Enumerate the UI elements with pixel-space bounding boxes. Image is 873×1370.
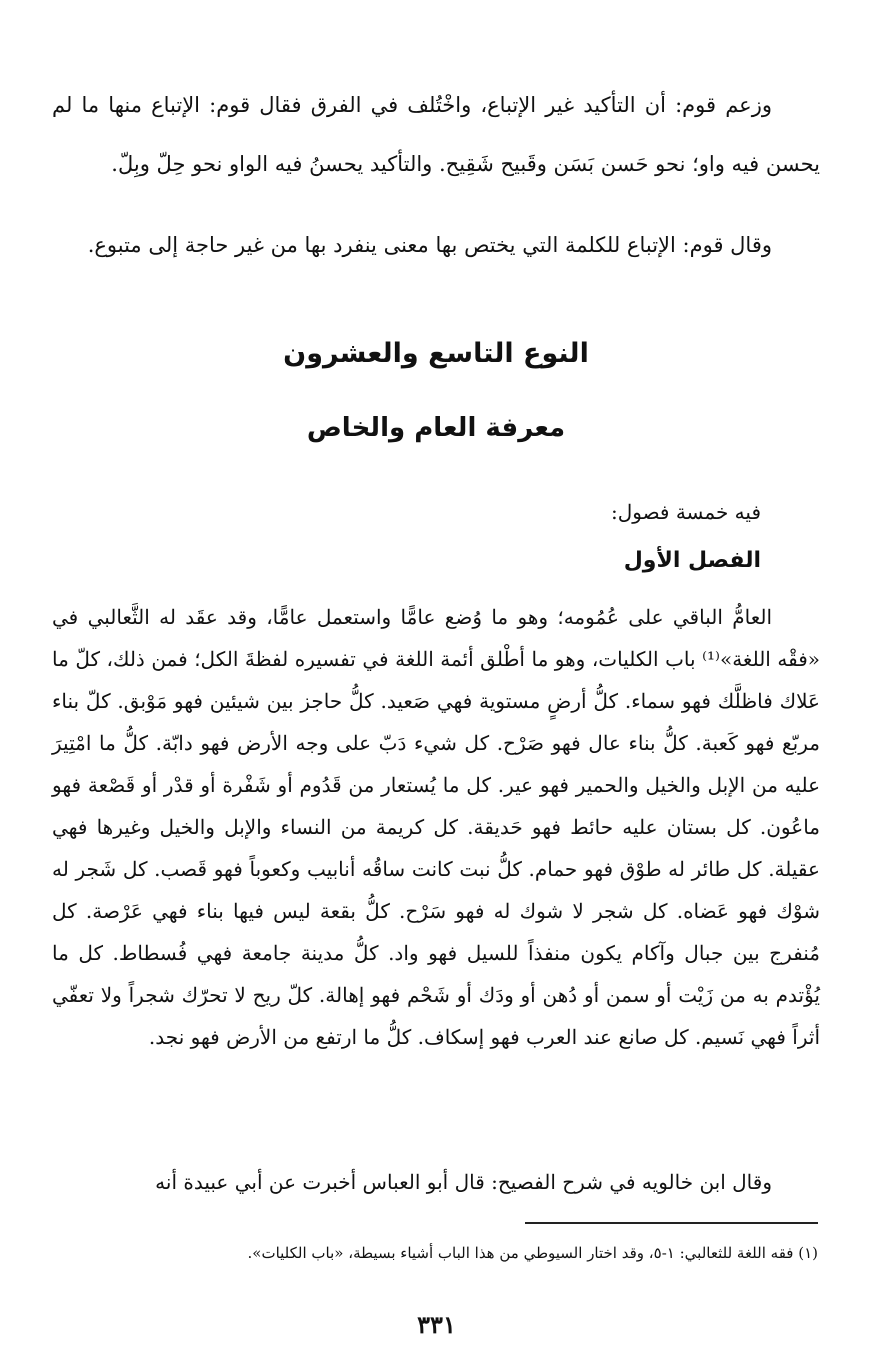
paragraph-tawkid-itba: وزعم قوم: أن التأكيد غير الإتباع، واخْتُلف في الفرق فقال قوم: الإتباع منها ما لم يحسن فيه واو؛ نحو حَسن بَسَن وقَبيح شَقِيح. والتأكيد يحسنُ فيه الواو نحو حِلّ وبِلّ. bbox=[52, 93, 820, 176]
chapter-topic-title: معرفة العام والخاص bbox=[306, 413, 566, 443]
paragraph-general-kulliyat: العامُّ الباقي على عُمُومه؛ وهو ما وُضع عامًّا واستعمل عامًّا، وقد عقَد له الثَّعالبي في «فقْه اللغة»⁽¹⁾ باب الكليات، وهو ما أطْلق أئمة اللغة في تفسيره لفظةَ الكل؛ فمن ذلك، كلّ ما عَلاك فاظلَّك فهو سماء. كلُّ أرضٍ مستوية فهي صَعيد. كلُّ حاجز بين شيئين فهو مَوْبق. كلّ بناء مربّع فهو كَعبة. كلُّ بناء عال فهو صَرْح. كل شيء دَبّ على وجه الأرض فهو دابّة. كلُّ ما امْتِيرَ عليه من الإبل والخيل والحمير فهو عير. كل ما يُستعار من قَدُوم أو شَفْرة أو قدْر أو قَصْعة فهو ماعُون. كل بستان عليه حائط فهو حَديقة. كل كريمة من النساء والإبل والخيل وغيرها فهي عقيلة. كل طائر له طوْق فهو حمام. كلُّ نبت كانت ساقُه أنابيب وكعوباً فهو قَصب. كل شَجر له شوْك فهو عَضاه. كل شجر لا شوك له فهو سَرْح. كلُّ بقعة ليس فيها بناء فهي عَرْصة. كل مُنفرج بين جبال وآكام يكون منفذاً للسيل فهو واد. كلُّ مدينة جامعة فهي فُسطاط. كل ما يُؤْتدم به من زَيْت أو سمن أو دُهن أو ودَك أو شَحْم فهو إهالة. كلّ ريح لا تحرّك شجراً ولا تعفّي أثراً فهي نَسيم. كل صانع عند العرب فهو إسكاف. كلُّ ما ارتفع من الأرض فهو نجد. bbox=[52, 605, 820, 1049]
section-title: الفصل الأول bbox=[623, 548, 761, 573]
paragraph-itba-definition: وقال قوم: الإتباع للكلمة التي يختص بها معنى ينفرد بها من غير حاجة إلى متبوع. bbox=[87, 233, 772, 257]
paragraph-ibn-khalawayh: وقال ابن خالويه في شرح الفصيح: قال أبو العباس أخبرت عن أبي عبيدة أنه bbox=[155, 1170, 772, 1194]
page-number: ٣٣١ bbox=[417, 1310, 456, 1339]
footnote: (١) فقه اللغة للثعالبي: ١-٥، وقد اختار السيوطي من هذا الباب أشياء بسيطة، «باب الكليات». bbox=[247, 1244, 818, 1262]
chapter-type-title: النوع التاسع والعشرون bbox=[283, 338, 589, 369]
chapter-intro: فيه خمسة فصول: bbox=[610, 500, 761, 524]
footnote-divider bbox=[525, 1222, 818, 1224]
